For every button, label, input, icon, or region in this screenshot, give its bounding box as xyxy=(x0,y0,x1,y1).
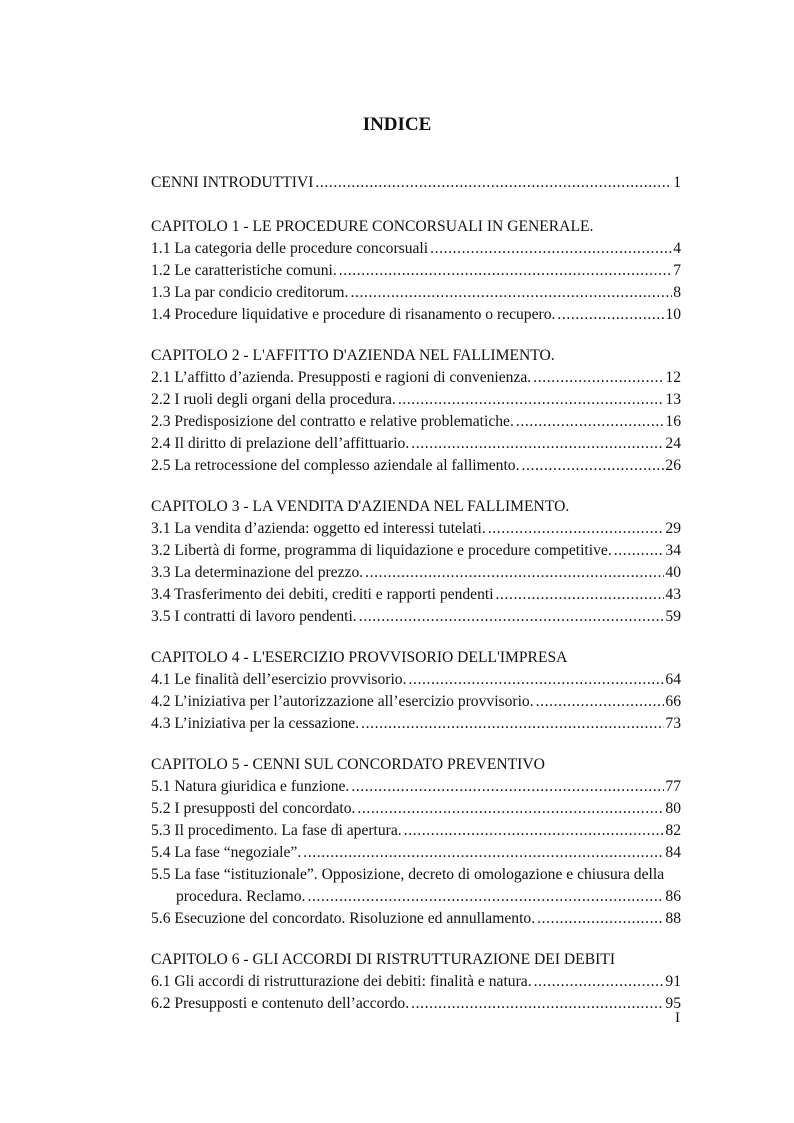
dot-leader xyxy=(533,367,664,389)
toc-entry xyxy=(151,776,681,798)
toc-entry-text: 5.4 La fase “negoziale”. xyxy=(151,844,302,861)
chapter-heading: CAPITOLO 5 - CENNI SUL CONCORDATO PREVENTIVO xyxy=(151,756,545,773)
toc-entry-text: 4.2 L’iniziativa per l’autorizzazione all’esercizio provvisorio. xyxy=(151,693,534,710)
dot-leader xyxy=(315,172,672,194)
dot-leader xyxy=(408,669,664,691)
toc-entry-text: 4.3 L’iniziativa per la cessazione. xyxy=(151,715,360,732)
toc-entry-page: 4 xyxy=(673,240,681,257)
toc-entry-intro xyxy=(151,172,681,194)
dot-leader xyxy=(536,691,665,713)
toc-entry-text: 6.2 Presupposti e contenuto dell’accordo. xyxy=(151,995,410,1012)
dot-leader xyxy=(516,411,665,433)
dot-leader xyxy=(496,584,665,606)
chapters-list xyxy=(151,216,681,1015)
page-number: I xyxy=(675,1010,680,1026)
toc-entry xyxy=(151,993,681,1015)
page-title: INDICE xyxy=(362,114,432,135)
toc-entry xyxy=(151,713,681,735)
dot-leader xyxy=(404,820,665,842)
dot-leader xyxy=(557,304,664,326)
toc-entry-text: 3.4 Trasferimento dei debiti, crediti e rapporti pendenti xyxy=(151,586,494,603)
toc-entry-text: 4.1 Le finalità dell’esercizio provvisorio. xyxy=(151,671,407,688)
dot-leader xyxy=(351,776,664,798)
toc-entry-text: 3.1 La vendita d’azienda: oggetto ed interessi tutelati. xyxy=(151,520,486,537)
toc-entry-page: 86 xyxy=(665,888,681,905)
chapter-section xyxy=(151,496,681,628)
toc-entry-page: 73 xyxy=(665,715,681,732)
toc-entry-text: 5.1 Natura giuridica e funzione. xyxy=(151,778,350,795)
dot-leader xyxy=(307,886,664,908)
toc-entry-text: 5.6 Esecuzione del concordato. Risoluzione ed annullamento. xyxy=(151,910,536,927)
toc-entry xyxy=(151,238,681,260)
toc-entry-text: 2.4 Il diritto di prelazione dell’affittuario. xyxy=(151,435,410,452)
toc-entry-page: 88 xyxy=(665,910,681,927)
toc-entry xyxy=(151,562,681,584)
toc-entry-page: 26 xyxy=(665,457,681,474)
toc-entry-text: CENNI INTRODUTTIVI xyxy=(151,174,314,191)
toc-entry xyxy=(151,433,681,455)
toc-entry-text: 5.3 Il procedimento. La fase di apertura. xyxy=(151,822,402,839)
toc-entry-text: 1.1 La categoria delle procedure concorsuali xyxy=(151,240,429,257)
dot-leader xyxy=(303,842,664,864)
toc-entry-page: 59 xyxy=(665,608,681,625)
toc-entry xyxy=(151,455,681,477)
chapter-section xyxy=(151,949,681,1015)
toc-entry xyxy=(151,304,681,326)
chapter-section xyxy=(151,647,681,735)
toc-entry-page: 7 xyxy=(673,262,681,279)
dot-leader xyxy=(398,389,665,411)
dot-leader xyxy=(614,540,665,562)
toc-entry-page: 13 xyxy=(665,391,681,408)
dot-leader xyxy=(537,908,664,930)
chapter-heading: CAPITOLO 3 - LA VENDITA D'AZIENDA NEL FALLIMENTO. xyxy=(151,498,570,515)
toc-entry-text: 5.2 I presupposti del concordato. xyxy=(151,800,356,817)
dot-leader xyxy=(411,993,664,1015)
toc-entry xyxy=(151,584,681,606)
dot-leader xyxy=(339,260,672,282)
toc-entry-page: 64 xyxy=(665,671,681,688)
chapter-heading: CAPITOLO 4 - L'ESERCIZIO PROVVISORIO DELL'IMPRESA xyxy=(151,649,568,666)
dot-leader xyxy=(411,433,664,455)
toc-entry-text: 2.1 L’affitto d’azienda. Presupposti e ragioni di convenienza. xyxy=(151,369,532,386)
toc-entry xyxy=(151,798,681,820)
toc-entry-page: 10 xyxy=(665,306,681,323)
toc-entry xyxy=(151,282,681,304)
toc-entry xyxy=(151,971,681,993)
toc-entry-text: 3.5 I contratti di lavoro pendenti. xyxy=(151,608,357,625)
table-of-contents xyxy=(151,172,681,1015)
toc-entry-page: 34 xyxy=(665,542,681,559)
toc-entry-page: 43 xyxy=(665,586,681,603)
dot-leader xyxy=(359,606,665,628)
chapter-heading: CAPITOLO 2 - L'AFFITTO D'AZIENDA NEL FALLIMENTO. xyxy=(151,347,555,364)
toc-entry-text: 6.1 Gli accordi di ristrutturazione dei debiti: finalità e natura. xyxy=(151,973,532,990)
toc-entry-first-line: 5.5 La fase “istituzionale”. Opposizione, decreto di omologazione e chiusura della xyxy=(151,866,665,883)
toc-entry xyxy=(151,842,681,864)
toc-entry xyxy=(151,691,681,713)
chapter-heading: CAPITOLO 1 - LE PROCEDURE CONCORSUALI IN GENERALE. xyxy=(151,218,594,235)
toc-entry-page: 24 xyxy=(665,435,681,452)
toc-entry xyxy=(151,669,681,691)
dot-leader xyxy=(357,798,664,820)
chapter-section xyxy=(151,216,681,326)
chapter-section xyxy=(151,345,681,477)
toc-entry-text: 2.2 I ruoli degli organi della procedura. xyxy=(151,391,396,408)
toc-entry-text: 1.3 La par condicio creditorum. xyxy=(151,284,349,301)
toc-entry-text: procedura. Reclamo. xyxy=(176,888,306,905)
dot-leader xyxy=(488,518,665,540)
toc-entry-text: 1.2 Le caratteristiche comuni. xyxy=(151,262,337,279)
dot-leader xyxy=(534,971,665,993)
toc-entry-page: 29 xyxy=(665,520,681,537)
toc-entry xyxy=(151,260,681,282)
dot-leader xyxy=(350,282,672,304)
toc-entry xyxy=(151,540,681,562)
toc-entry-page: 1 xyxy=(673,174,681,191)
dot-leader xyxy=(521,455,664,477)
toc-entry-page: 8 xyxy=(673,284,681,301)
toc-entry xyxy=(151,886,681,908)
toc-entry-page: 80 xyxy=(665,800,681,817)
toc-entry-page: 77 xyxy=(665,778,681,795)
toc-entry-page: 82 xyxy=(665,822,681,839)
toc-entry xyxy=(151,389,681,411)
toc-entry-page: 16 xyxy=(665,413,681,430)
toc-entry xyxy=(151,367,681,389)
toc-entry-page: 84 xyxy=(665,844,681,861)
toc-entry-text: 2.5 La retrocessione del complesso aziendale al fallimento. xyxy=(151,457,520,474)
toc-entry-page: 95 xyxy=(665,995,681,1012)
toc-entry xyxy=(151,411,681,433)
toc-entry xyxy=(151,908,681,930)
toc-entry-text: 2.3 Predisposizione del contratto e relative problematiche. xyxy=(151,413,514,430)
toc-entry-page: 12 xyxy=(665,369,681,386)
dot-leader xyxy=(361,713,664,735)
toc-entry xyxy=(151,606,681,628)
toc-entry xyxy=(151,518,681,540)
toc-entry-text: 1.4 Procedure liquidative e procedure di risanamento o recupero. xyxy=(151,306,556,323)
dot-leader xyxy=(365,562,664,584)
toc-entry-text: 3.3 La determinazione del prezzo. xyxy=(151,564,364,581)
toc-entry-page: 66 xyxy=(665,693,681,710)
toc-entry-text: 3.2 Libertà di forme, programma di liquidazione e procedure competitive. xyxy=(151,542,612,559)
toc-entry xyxy=(151,820,681,842)
dot-leader xyxy=(430,238,672,260)
chapter-heading: CAPITOLO 6 - GLI ACCORDI DI RISTRUTTURAZIONE DEI DEBITI xyxy=(151,951,616,968)
toc-entry-page: 91 xyxy=(665,973,681,990)
chapter-section xyxy=(151,754,681,930)
toc-entry-page: 40 xyxy=(665,564,681,581)
